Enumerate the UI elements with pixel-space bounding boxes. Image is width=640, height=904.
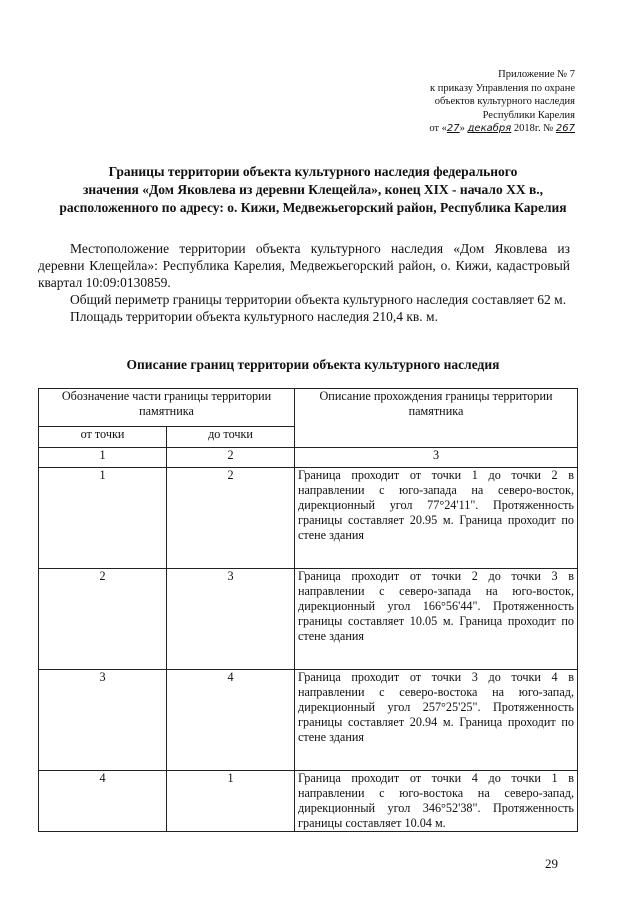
from-point-cell: 3	[39, 670, 167, 771]
paragraph-perimeter: Общий периметр границы территории объекта культурного наследия составляет 62 м.	[70, 292, 567, 307]
document-title	[38, 163, 588, 217]
page-number: 29	[545, 856, 558, 871]
title-line: расположенного по адресу: о. Кижи, Медвежьегорский район, Республика Карелия	[59, 200, 567, 215]
header-parts: Обозначение части границы территории памятника	[39, 389, 295, 427]
paragraph-area: Площадь территории объекта культурного наследия 210,4 кв. м.	[70, 309, 438, 324]
column-number: 1	[39, 448, 167, 468]
table-row	[39, 670, 578, 771]
date-year: 2018г. №	[513, 123, 554, 134]
paragraph-location: Местоположение территории объекта культурного наследия «Дом Яковлева из деревни Клещейла»: Республика Карелия, Медвежьегорский район, о. Кижи, кадастровый квартал 10:09:0130859.	[38, 241, 570, 290]
body-text	[38, 240, 570, 325]
title-line: значения «Дом Яковлева из деревни Клещейла», конец XIX - начало XX в.,	[82, 182, 544, 197]
title-line: Границы территории объекта культурного наследия федерального	[108, 164, 518, 179]
header-from-point: от точки	[39, 427, 167, 448]
appendix-line: объектов культурного наследия	[434, 96, 575, 107]
to-point-cell: 4	[167, 670, 295, 771]
table-row	[39, 569, 578, 670]
table-row	[39, 771, 578, 832]
description-cell: Граница проходит от точки 1 до точки 2 в направлении с юго-запада на северо-восток, дирекционный угол 77°24'11". Протяженность границы составляет 20.95 м. Граница проходит по стене здания	[295, 468, 578, 569]
column-number: 3	[295, 448, 578, 468]
handwritten-day: 27	[446, 123, 460, 134]
description-cell: Граница проходит от точки 4 до точки 1 в направлении с юго-востока на северо-запад, дирекционный угол 346°52'38". Протяженность границы составляет 10.04 м.	[295, 771, 578, 832]
from-point-cell: 1	[39, 468, 167, 569]
from-point-cell: 2	[39, 569, 167, 670]
date-mid: »	[459, 123, 465, 134]
column-number-row	[39, 448, 578, 468]
appendix-line: Республики Карелия	[482, 109, 575, 121]
section-subtitle: Описание границ территории объекта культурного наследия	[126, 357, 500, 372]
handwritten-month: декабря	[467, 123, 512, 134]
date-prefix: от «	[429, 123, 447, 134]
to-point-cell: 1	[167, 771, 295, 832]
from-point-cell: 4	[39, 771, 167, 832]
order-date-line	[380, 122, 575, 136]
description-cell: Граница проходит от точки 2 до точки 3 в направлении с северо-запада на юго-восток, дирекционный угол 166°56'44". Протяженность границы составляет 10.05 м. Граница проходит по стене здания	[295, 569, 578, 670]
handwritten-order-number: 267	[555, 123, 575, 134]
appendix-block	[380, 68, 575, 136]
appendix-line: Приложение № 7	[498, 69, 575, 80]
table-row	[39, 468, 578, 569]
header-description: Описание прохождения границы территории памятника	[295, 389, 578, 448]
table-header-row	[39, 389, 578, 427]
to-point-cell: 2	[167, 468, 295, 569]
to-point-cell: 3	[167, 569, 295, 670]
header-to-point: до точки	[167, 427, 295, 448]
description-cell: Граница проходит от точки 3 до точки 4 в направлении с северо-востока на юго-запад, дирекционный угол 257°25'25". Протяженность границы составляет 20.94 м. Граница проходит по стене здания	[295, 670, 578, 771]
column-number: 2	[167, 448, 295, 468]
appendix-line: к приказу Управления по охране	[430, 82, 575, 94]
boundary-table	[38, 388, 578, 832]
